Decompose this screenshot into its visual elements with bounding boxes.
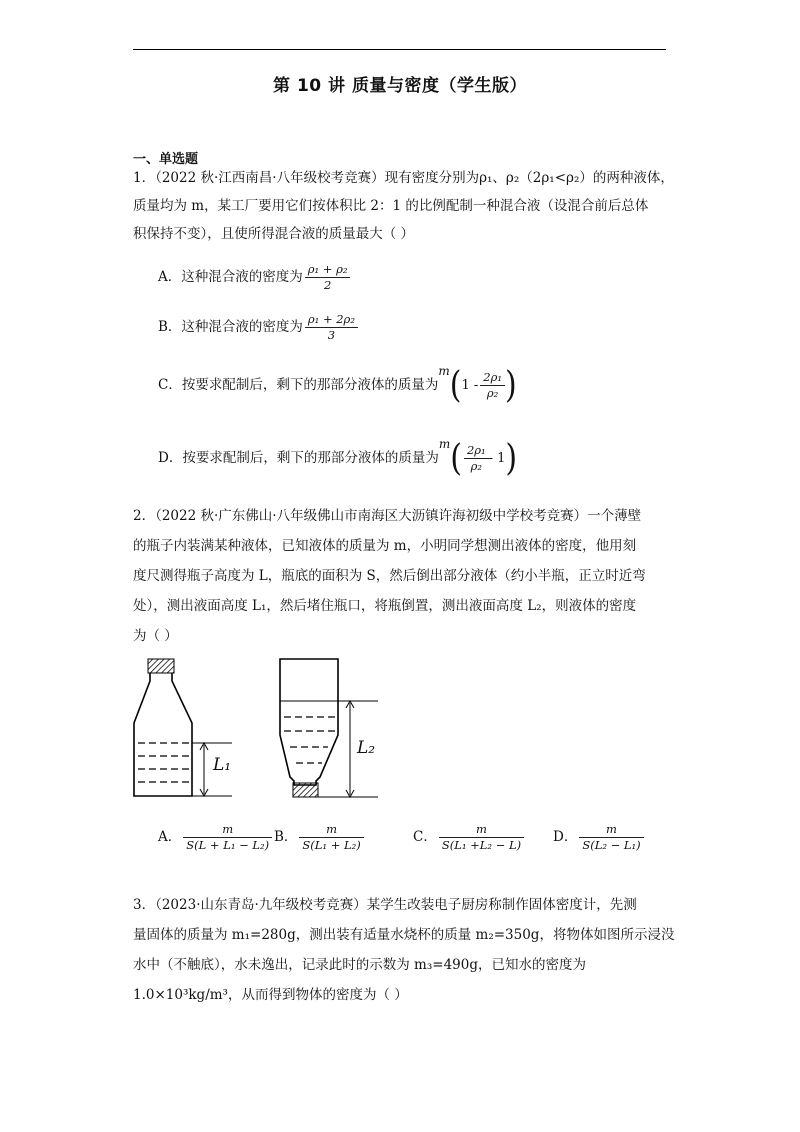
q3-line-4: 1.0×10³kg/m³，从而得到物体的密度为（ ）: [133, 987, 408, 1003]
expression-suffix: - 1: [488, 451, 506, 466]
q2-option-c: [413, 822, 524, 853]
q1-option-a-text: A．这种混合液的密度为: [158, 269, 303, 285]
q1-option-a: [158, 262, 350, 293]
fraction-numerator: m: [299, 822, 363, 838]
fraction-numerator: ρ₁ + 2ρ₂: [305, 312, 358, 328]
inverted-bottle: [280, 659, 378, 797]
q2-option-b-label: B．: [274, 829, 298, 845]
label-l2: L₂: [357, 738, 376, 758]
q1-option-d-text: D．按要求配制后，剩下的那部分液体的质量为: [158, 450, 439, 466]
q1-line-3: 积保持不变），且使所得混合液的质量最大（ ）: [133, 226, 415, 242]
q1-option-d-fraction: [464, 443, 489, 474]
fraction-numerator: m: [439, 822, 524, 838]
q2-line-3: 度尺测得瓶子高度为 L，瓶底的面积为 S，然后倒出部分液体（约小半瓶，正立时近弯: [133, 568, 646, 584]
upright-bottle: [134, 659, 232, 796]
q1-option-b-fraction: [305, 312, 358, 343]
fraction-numerator: ρ₁ + ρ₂: [305, 262, 351, 278]
q2-option-a-label: A．: [158, 829, 182, 845]
q2-option-d: [553, 822, 644, 853]
fraction-numerator: m: [183, 822, 272, 838]
q1-option-c: C．按要求配制后，剩下的那部分液体的质量为m(1 - $\frac{\text{2ρ₁}}{\text{ρ₂}}$ ): [158, 364, 517, 407]
bottle-cap: [148, 659, 174, 673]
fraction-denominator: 3: [327, 328, 336, 342]
q1-option-b-text: B．这种混合液的密度为: [158, 319, 303, 335]
fraction-denominator: S(L₁ +L₂ − L): [441, 838, 522, 852]
q2-line-4: 处），测出液面高度 L₁，然后堵住瓶口，将瓶倒置，测出液面高度 L₂，则液体的密度: [133, 598, 637, 614]
bottle-cap: [293, 783, 318, 797]
fraction-denominator: S(L₂ − L₁): [582, 838, 641, 852]
q3-line-2: 量固体的质量为 m₁=280g，测出装有适量水烧杯的质量 m₂=350g，将物体如图所示浸没: [133, 927, 675, 943]
q1-option-b: [158, 312, 358, 343]
q2-option-d-fraction: [579, 822, 643, 853]
header-rule: [133, 49, 666, 50]
q3-line-1: 3．（2023·山东青岛·九年级校考竞赛）某学生改装电子厨房称制作固体密度计，先测: [133, 897, 637, 913]
q1-option-d: D．按要求配制后，剩下的那部分液体的质量为m( $\frac{\text{2ρ₁}}{\text{ρ₂}}$ - 1): [158, 437, 518, 480]
q1-line-2: 质量均为 m，某工厂要用它们按体积比 2：1 的比例配制一种混合液（设混合前后总体: [133, 198, 649, 214]
q2-line-2: 的瓶子内装满某种液体，已知液体的质量为 m，小明同学想测出液体的密度，他用刻: [133, 538, 637, 554]
mass-variable: m: [438, 364, 450, 378]
fraction-denominator: ρ₂: [486, 386, 499, 400]
q2-option-d-label: D．: [553, 829, 578, 845]
q2-option-a: [158, 822, 272, 853]
bottle-outline: [134, 673, 192, 796]
fraction-denominator: S(L₁ + L₂): [302, 838, 361, 852]
bottle-outline: [280, 659, 338, 785]
fraction-numerator: m: [579, 822, 643, 838]
fraction-denominator: S(L + L₁ − L₂): [186, 838, 270, 852]
q2-option-c-fraction: [439, 822, 524, 853]
fraction-denominator: ρ₂: [470, 459, 482, 473]
fraction-numerator: 2ρ₁: [480, 370, 505, 386]
section-heading: 一、单选题: [133, 152, 199, 167]
q1-option-c-fraction: [480, 370, 505, 401]
q2-option-c-label: C．: [413, 829, 437, 845]
q2-line-5: 为（ ）: [133, 628, 178, 644]
fraction-denominator: 2: [323, 278, 332, 292]
expression-prefix: 1 -: [461, 378, 479, 393]
bottle-diagram: [128, 655, 388, 805]
q3-line-3: 水中（不触底），水未逸出，记录此时的示数为 m₃=490g，已知水的密度为: [133, 957, 586, 973]
q2-line-1: 2．（2022 秋·广东佛山·八年级佛山市南海区大沥镇许海初级中学校考竞赛）一个薄壁: [133, 508, 642, 524]
fraction-numerator: 2ρ₁: [464, 443, 489, 459]
label-l1: L₁: [213, 755, 232, 775]
q1-line-1: 1．（2022 秋·江西南昌·八年级校考竞赛）现有密度分别为ρ₁、ρ₂（2ρ₁<ρ₂）的两种液体，: [133, 170, 674, 186]
q1-option-a-fraction: [305, 262, 351, 293]
q1-option-c-text: C．按要求配制后，剩下的那部分液体的质量为: [158, 377, 439, 393]
mass-variable: m: [438, 437, 451, 451]
page-title: 第 10 讲 质量与密度（学生版）: [273, 76, 527, 96]
q2-option-a-fraction: [183, 822, 272, 853]
q2-option-b-fraction: [299, 822, 363, 853]
q2-option-b: [274, 822, 364, 853]
